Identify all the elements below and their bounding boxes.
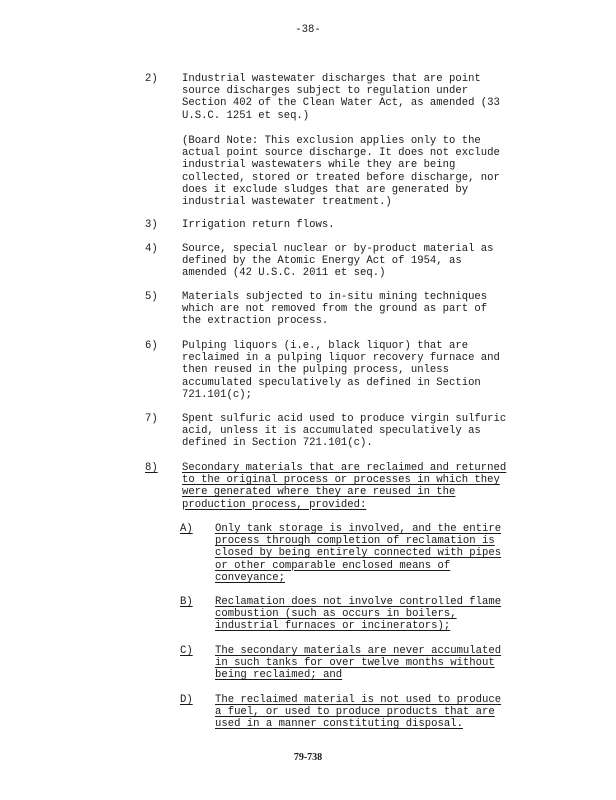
item-number: 7) (145, 413, 158, 425)
item-number: 4) (145, 243, 158, 255)
subitem-letter: D) (180, 694, 193, 706)
subitem-text: Reclamation does not involve controlled flame combustion (such as occurs in boilers, industrial furnaces or incinerators); (215, 596, 502, 633)
item-number: 8) (145, 462, 158, 474)
item-text: Materials subjected to in-situ mining techniques which are not removed from the ground as part of the extraction process. (182, 291, 488, 328)
item-number: 2) (145, 73, 158, 85)
subitem-text: The secondary materials are never accumulated in such tanks for over twelve months without being reclaimed; and (215, 645, 502, 682)
item-number: 3) (145, 219, 158, 231)
page-number: -38- (295, 24, 321, 36)
subitem-text: Only tank storage is involved, and the entire process through completion of reclamation is closed by being entirely connected with pipes or other comparable enclosed means of conveyance; (215, 523, 502, 584)
item-text: Spent sulfuric acid used to produce virgin sulfuric acid, unless it is accumulated speculatively as defined in Section 721.101(c). (182, 413, 507, 450)
page-footer: 79-738 (293, 752, 323, 763)
item-text: Secondary materials that are reclaimed and returned to the original process or processes in which they were generated where they are reused in the production process, provided: (182, 462, 507, 511)
item-number: 5) (145, 291, 158, 303)
item-text: Source, special nuclear or by-product material as defined by the Atomic Energy Act of 1954, as amended (42 U.S.C. 2011 et seq.) (182, 243, 494, 280)
subitem-letter: A) (180, 523, 193, 535)
item-text: Pulping liquors (i.e., black liquor) that are reclaimed in a pulping liquor recovery furnace and then reused in the pulping process, unless accumulated speculatively as defined in Section 721.101(c); (182, 340, 500, 401)
board-note: (Board Note: This exclusion applies only to the actual point source discharge. It does not exclude industrial wastewaters while they are being collected, stored or treated before discharge, nor does it exclude sludges that are generated by industrial wastewater treatment.) (182, 135, 500, 209)
subitem-letter: B) (180, 596, 193, 608)
item-text: Industrial wastewater discharges that are point source discharges subject to regulation under Section 402 of the Clean Water Act, as amended (33 U.S.C. 1251 et seq.) (182, 73, 500, 122)
item-text: Irrigation return flows. (182, 219, 335, 231)
subitem-letter: C) (180, 645, 193, 657)
subitem-text: The reclaimed material is not used to produce a fuel, or used to produce products that are used in a manner constituting disposal. (215, 694, 502, 731)
item-number: 6) (145, 340, 158, 352)
